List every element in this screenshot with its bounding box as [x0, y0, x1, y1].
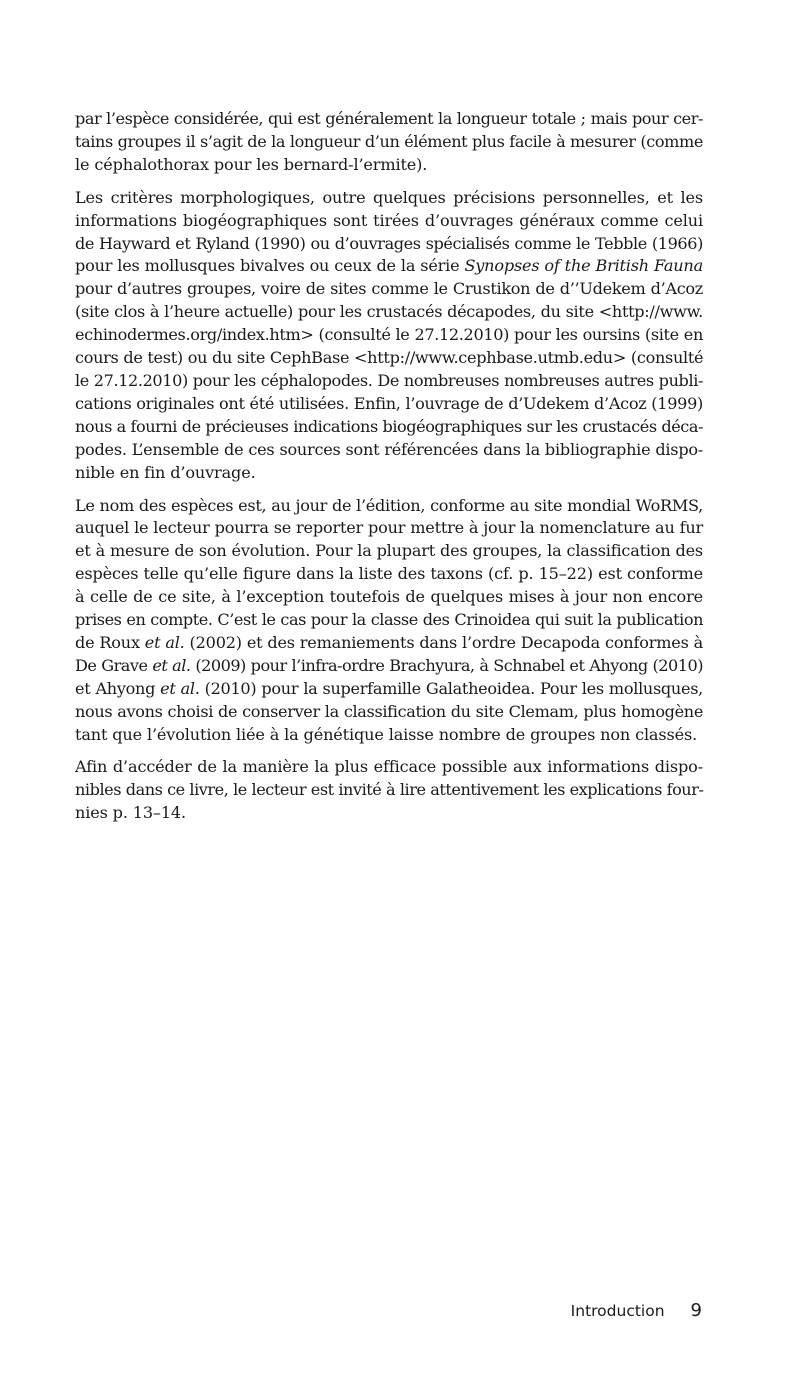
italic-text: Synopses of the British Fauna [464, 256, 703, 276]
text-run: le 27.12.2010) pour les céphalopodes. De nombreuses nombreuses autres publi- [75, 370, 703, 390]
text-line [75, 724, 703, 747]
text-run: (2002) et des remaniements dans l’ordre Decapoda conformes à [184, 632, 703, 652]
text-line [75, 609, 703, 632]
page-number: 9 [690, 1300, 702, 1321]
text-line [75, 756, 703, 779]
text-run: Le nom des espèces est, au jour de l’édition, conforme au site mondial WoRMS, [75, 495, 703, 515]
italic-text: et al. [152, 655, 191, 675]
text-line [75, 540, 703, 563]
text-run: (2009) pour l’infra-ordre Brachyura, à Schnabel et Ahyong (2010) [190, 655, 704, 675]
paragraph [75, 108, 703, 177]
text-line [75, 301, 703, 324]
italic-text: et al. [160, 678, 200, 698]
text-run: auquel le lecteur pourra se reporter pour mettre à jour la nomenclature au fur [75, 518, 703, 538]
text-run: et Ahyong [75, 678, 161, 698]
italic-text: et al. [144, 632, 185, 652]
text-line [75, 278, 703, 301]
text-line [75, 108, 703, 131]
text-run: nous a fourni de précieuses indications biogéographiques sur les crustacés déca- [75, 416, 703, 436]
text-run: nies p. 13–14. [75, 803, 186, 823]
text-line [75, 701, 703, 724]
text-line [75, 233, 703, 256]
text-line [75, 347, 703, 370]
text-run: à celle de ce site, à l’exception toutefois de quelques mises à jour non encore [75, 587, 703, 607]
text-run: cations originales ont été utilisées. Enfin, l’ouvrage de d’Udekem d’Acoz (1999) [75, 393, 703, 413]
page-footer [571, 1300, 702, 1321]
text-run: echinodermes.org/index.htm> (consulté le 27.12.2010) pour les oursins (site en [75, 325, 703, 345]
text-run: nible en fin d’ouvrage. [75, 462, 256, 482]
text-run: de Roux [75, 632, 145, 652]
text-line [75, 462, 703, 485]
text-line [75, 187, 703, 210]
text-run: prises en compte. C’est le cas pour la classe des Crinoidea qui suit la publication [75, 610, 703, 630]
text-line [75, 416, 703, 439]
paragraph [75, 495, 703, 747]
text-line [75, 393, 703, 416]
text-line [75, 632, 703, 655]
paragraph [75, 187, 703, 485]
text-run: pour d’autres groupes, voire de sites comme le Crustikon de d’’Udekem d’Acoz [75, 279, 703, 299]
text-line [75, 779, 703, 802]
text-run: (2010) pour la superfamille Galatheoidea. Pour les mollusques, [199, 678, 704, 698]
text-run: espèces telle qu’elle figure dans la liste des taxons (cf. p. 15–22) est conforme [75, 564, 703, 584]
paragraph [75, 756, 703, 825]
text-run: nous avons choisi de conserver la classification du site Clemam, plus homogène [75, 701, 703, 721]
text-run: tains groupes il s’agit de la longueur d’un élément plus facile à mesurer (comme [75, 131, 703, 151]
text-line [75, 678, 703, 701]
text-run: nibles dans ce livre, le lecteur est invité à lire attentivement les explications four- [75, 780, 704, 800]
text-line [75, 563, 703, 586]
text-line [75, 802, 703, 825]
text-line [75, 655, 703, 678]
text-line [75, 210, 703, 233]
text-line [75, 495, 703, 518]
body-text [75, 108, 703, 825]
text-line [75, 370, 703, 393]
text-line [75, 131, 703, 154]
text-run: pour les mollusques bivalves ou ceux de la série [75, 256, 465, 276]
text-run: cours de test) ou du site CephBase <http://www.cephbase.utmb.edu> (consulté [75, 348, 704, 368]
text-line [75, 439, 703, 462]
text-run: Afin d’accéder de la manière la plus efficace possible aux informations dispo- [75, 757, 703, 777]
text-run: De Grave [75, 655, 153, 675]
text-run: (site clos à l’heure actuelle) pour les crustacés décapodes, du site <http://www. [75, 302, 703, 322]
text-run: tant que l’évolution liée à la génétique laisse nombre de groupes non classés. [75, 724, 698, 744]
text-line [75, 517, 703, 540]
text-run: Les critères morphologiques, outre quelques précisions personnelles, et les [75, 187, 703, 207]
text-line [75, 324, 703, 347]
text-line [75, 154, 703, 177]
text-run: le céphalothorax pour les bernard-l’ermite). [75, 154, 428, 174]
text-line [75, 255, 703, 278]
text-line [75, 586, 703, 609]
text-run: de Hayward et Ryland (1990) ou d’ouvrages spécialisés comme le Tebble (1966) [75, 233, 703, 253]
text-run: podes. L’ensemble de ces sources sont référencées dans la bibliographie dispo- [75, 439, 703, 459]
text-run: informations biogéographiques sont tirées d’ouvrages généraux comme celui [75, 210, 703, 230]
running-footer-section: Introduction [570, 1302, 665, 1320]
text-run: et à mesure de son évolution. Pour la plupart des groupes, la classification des [75, 541, 703, 561]
text-run: par l’espèce considérée, qui est généralement la longueur totale ; mais pour cer- [75, 109, 703, 128]
